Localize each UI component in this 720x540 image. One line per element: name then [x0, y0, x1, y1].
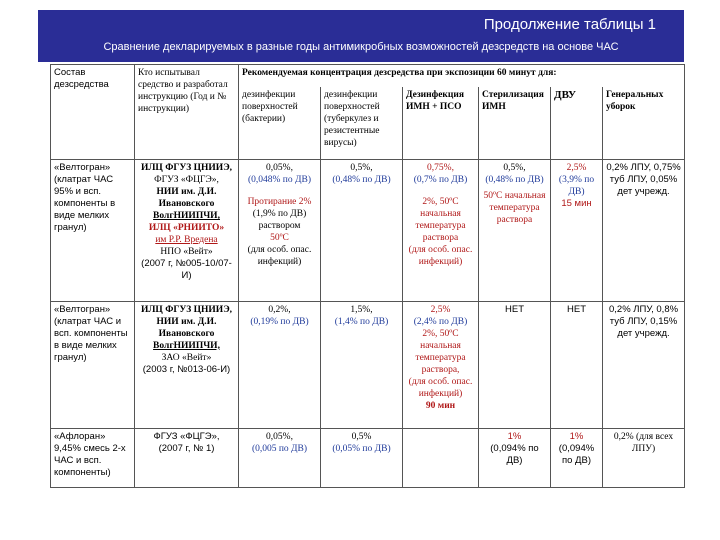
- special-regime: (1,9% по ДВ) раствором: [252, 209, 307, 232]
- special-regime: (для особ. опас. инфекций): [247, 245, 312, 268]
- col-tester-header: Кто испытывал средство и разработал инструкцию (Год и № инструкции): [135, 65, 239, 160]
- tester-line: ВолгНИИПЧИ,: [153, 340, 220, 351]
- general-cleaning-cell: 0,2% (для всех ЛПУ): [603, 429, 685, 488]
- sterilization-cell: [479, 160, 551, 302]
- concentration-value: 0,05%,: [266, 163, 293, 174]
- subheader-general-cleaning: Генеральных уборок: [603, 87, 685, 160]
- tester-cell: [135, 301, 239, 429]
- surfaces-tb-cell: [321, 429, 403, 488]
- tester-cell: [135, 160, 239, 302]
- dvu-cell: [551, 429, 603, 488]
- subheader-sterilization: Стерилизация ИМН: [479, 87, 551, 160]
- tester-line: им Р.Р. Вредена: [155, 235, 218, 246]
- tester-line: (2007 г, №005-10/07-И): [141, 258, 232, 282]
- exposure-time: 90 мин: [425, 400, 456, 411]
- tester-line: ИЛЦ ФГУЗ ЦНИИЭ,: [140, 304, 233, 315]
- concentration-value: 0,75%,: [427, 163, 454, 174]
- special-regime: Протирание 2%: [247, 197, 312, 208]
- surfaces-bacteria-cell: [239, 429, 321, 488]
- continuation-title: Продолжение таблицы 1: [483, 16, 656, 33]
- tester-line: ИЛЦ «РНИИТО»: [148, 223, 225, 234]
- tester-line: (2007 г, № 1): [158, 443, 215, 455]
- general-cleaning-cell: 0,2% ЛПУ, 0,8% туб ЛПУ, 0,15% дет учрежд.: [603, 301, 685, 429]
- special-regime: 2%, 50ºС начальная температура раствора: [415, 197, 466, 244]
- table-row: [51, 160, 685, 302]
- tester-line: ВолгНИИПЧИ,: [153, 211, 220, 222]
- active-substance-value: (0,005 по ДВ): [251, 444, 308, 455]
- table-row: [51, 301, 685, 429]
- special-regime: (для особ. опас. инфекций): [408, 245, 473, 268]
- concentration-value: 0,5%,: [503, 163, 526, 174]
- tester-line: НПО «Вейт»: [160, 247, 213, 258]
- col-composition-header: Состав дезсредства: [51, 65, 135, 160]
- tester-line: ФГУЗ «ФЦГЭ»,: [154, 175, 219, 186]
- tester-line: ЗАО «Вейт»: [161, 352, 212, 363]
- composition-cell: «Велтогран» (клатрат ЧАС 95% и всп. компоненты в виде мелких гранул): [51, 160, 135, 302]
- concentration-value: 0,5%: [351, 432, 372, 443]
- concentration-value: 2,5%: [430, 304, 451, 315]
- sterilization-cell: НЕТ: [479, 301, 551, 429]
- surfaces-tb-cell: [321, 160, 403, 302]
- imn-pso-cell: [403, 429, 479, 488]
- comparison-table: [50, 64, 685, 488]
- composition-cell: «Велтогран» (клатрат ЧАС и всп. компоненты в виде мелких гранул): [51, 301, 135, 429]
- surfaces-tb-cell: [321, 301, 403, 429]
- title-banner: [38, 10, 684, 62]
- concentration-value: 1%: [569, 431, 584, 443]
- active-substance-value: (0,048% по ДВ): [247, 175, 312, 186]
- active-substance-value: (0,7% по ДВ): [413, 175, 468, 186]
- tester-line: ФГУЗ «ФЦГЭ»,: [153, 431, 220, 443]
- table-description: Сравнение декларируемых в разные годы антимикробных возможностей дезсредств на основе ЧАС: [103, 41, 619, 53]
- header-row: [51, 65, 685, 87]
- active-substance-value: (0,05% по ДВ): [332, 444, 391, 455]
- dvu-cell: [551, 160, 603, 302]
- active-substance-value: (0,48% по ДВ): [485, 175, 544, 186]
- subheader-surfaces-bacteria: дезинфекции поверхностей (бактерии): [239, 87, 321, 160]
- table-row: [51, 429, 685, 488]
- composition-cell: «Афлоран» 9,45% смесь 2-х ЧАС и всп. компоненты): [51, 429, 135, 488]
- concentration-value: 2,5%: [566, 163, 587, 174]
- active-substance-value: (1,4% по ДВ): [334, 316, 389, 327]
- imn-pso-cell: [403, 301, 479, 429]
- concentration-header: Рекомендуемая концентрация дезсредства при экспозиции 60 минут для:: [239, 65, 685, 87]
- tester-cell: [135, 429, 239, 488]
- active-substance-value: (3,9% по ДВ): [558, 175, 595, 198]
- general-cleaning-cell: 0,2% ЛПУ, 0,75% туб ЛПУ, 0,05% дет учрежд.: [603, 160, 685, 302]
- tester-line: НИИ им. Д.И. Ивановского: [156, 187, 217, 210]
- sterilization-cell: [479, 429, 551, 488]
- exposure-time: 15 мин: [561, 198, 592, 210]
- special-regime: (для особ. опас. инфекций): [408, 376, 473, 399]
- active-substance-value: (0,19% по ДВ): [250, 316, 309, 327]
- special-regime: 2%, 50ºС начальная температура раствора,: [415, 328, 466, 375]
- active-substance-value: (0,094% по ДВ): [558, 443, 595, 467]
- tester-line: НИИ им. Д.И. Ивановского: [156, 316, 217, 339]
- concentration-value: 0,2%,: [268, 304, 291, 315]
- dvu-cell: НЕТ: [551, 301, 603, 429]
- subheader-surfaces-tb: дезинфекции поверхностей (туберкулез и резистентные вирусы): [321, 87, 403, 160]
- surfaces-bacteria-cell: [239, 160, 321, 302]
- tester-line: ИЛЦ ФГУЗ ЦНИИЭ,: [140, 163, 233, 174]
- subheader-imn-pso: Дезинфекция ИМН + ПСО: [403, 87, 479, 160]
- concentration-value: 1,5%,: [350, 304, 373, 315]
- subheader-dvu: ДВУ: [551, 87, 603, 160]
- imn-pso-cell: [403, 160, 479, 302]
- tester-line: (2003 г, №013-06-И): [142, 363, 231, 375]
- concentration-value: 0,05%,: [266, 432, 293, 443]
- active-substance-value: (2,4% по ДВ): [413, 316, 468, 327]
- special-regime: 50ºС начальная температура раствора: [483, 191, 546, 226]
- concentration-value: 1%: [507, 431, 522, 443]
- active-substance-value: (0,48% по ДВ): [332, 175, 391, 186]
- surfaces-bacteria-cell: [239, 301, 321, 429]
- concentration-value: 0,5%,: [350, 163, 373, 174]
- special-regime: 50ºС: [270, 233, 289, 244]
- active-substance-value: (0,094% по ДВ): [490, 443, 539, 467]
